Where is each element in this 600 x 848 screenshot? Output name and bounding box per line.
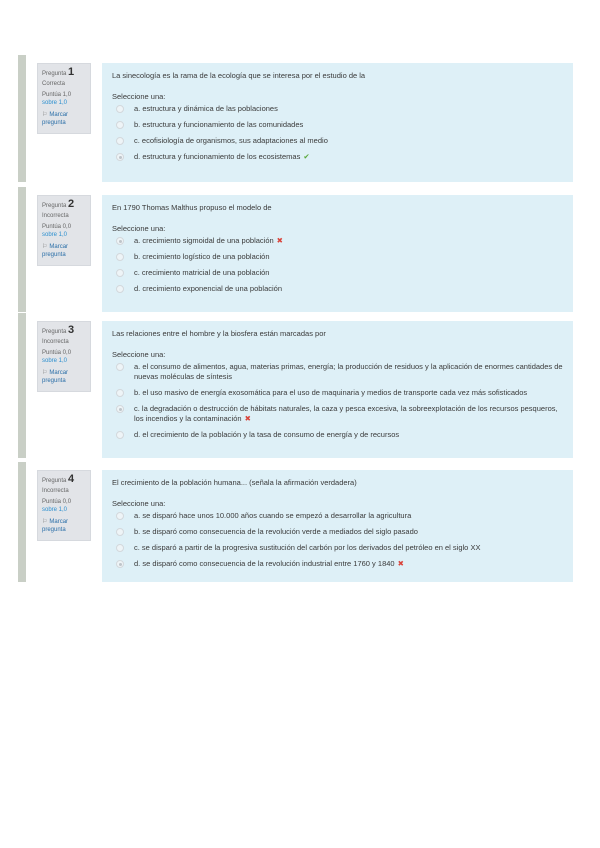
radio-button[interactable] bbox=[116, 512, 124, 520]
select-prompt: Seleccione una: bbox=[112, 350, 166, 359]
select-prompt: Seleccione una: bbox=[112, 224, 166, 233]
question-number: Pregunta 3 bbox=[42, 324, 75, 336]
answer-option[interactable]: a. crecimiento sigmoidal de una población ✖ bbox=[112, 236, 563, 246]
radio-button[interactable] bbox=[116, 528, 124, 536]
select-prompt: Seleccione una: bbox=[112, 92, 166, 101]
answer-option[interactable]: c. la degradación o destrucción de hábitats naturales, la caza y pesca excesiva, la sobreexplotación de los recursos pesqueros, los incendios y la contaminación ✖ bbox=[112, 404, 563, 424]
question-grade: Puntúa 0,0 sobre 1,0 bbox=[42, 350, 72, 364]
question-grade: Puntúa 0,0 sobre 1,0 bbox=[42, 224, 72, 238]
answer-option[interactable]: a. el consumo de alimentos, agua, materias primas, energía; la producción de residuos y la aplicación de enormes cantidades de nuevas moléculas de síntesis bbox=[112, 362, 563, 382]
question-state: Incorrecta bbox=[42, 488, 69, 494]
answer-option[interactable]: a. estructura y dinámica de las poblaciones bbox=[112, 104, 563, 114]
question-3 bbox=[18, 313, 578, 458]
flag-icon: ⚐ bbox=[42, 519, 48, 525]
question-grade: Puntúa 0,0 sobre 1,0 bbox=[42, 499, 72, 513]
question-state: Incorrecta bbox=[42, 213, 69, 219]
question-number: Pregunta 1 bbox=[42, 66, 75, 78]
radio-button[interactable] bbox=[116, 137, 124, 145]
question-number: Pregunta 4 bbox=[42, 473, 75, 485]
question-info bbox=[37, 321, 91, 392]
check-icon: ✔ bbox=[303, 152, 310, 161]
answer-option[interactable]: c. ecofisiología de organismos, sus adaptaciones al medio bbox=[112, 136, 563, 146]
question-left-bar bbox=[18, 462, 26, 582]
question-left-bar bbox=[18, 187, 26, 312]
question-text: En 1790 Thomas Malthus propuso el modelo de bbox=[112, 203, 272, 212]
answer-option[interactable]: b. estructura y funcionamiento de las comunidades bbox=[112, 120, 563, 130]
question-4 bbox=[18, 462, 578, 582]
question-text: El crecimiento de la población humana... (señala la afirmación verdadera) bbox=[112, 478, 357, 487]
question-state: Incorrecta bbox=[42, 339, 69, 345]
question-info bbox=[37, 470, 91, 541]
question-text: Las relaciones entre el hombre y la biosfera están marcadas por bbox=[112, 329, 326, 338]
cross-icon: ✖ bbox=[276, 236, 283, 245]
answer-option[interactable]: d. el crecimiento de la población y la tasa de consumo de energía y de recursos bbox=[112, 430, 563, 440]
radio-button[interactable] bbox=[116, 363, 124, 371]
radio-button[interactable] bbox=[116, 389, 124, 397]
question-grade: Puntúa 1,0 sobre 1,0 bbox=[42, 92, 72, 106]
flag-icon: ⚐ bbox=[42, 370, 48, 376]
question-info bbox=[37, 63, 91, 134]
radio-button[interactable] bbox=[116, 544, 124, 552]
radio-button-selected[interactable] bbox=[116, 405, 124, 413]
select-prompt: Seleccione una: bbox=[112, 499, 166, 508]
question-content bbox=[102, 195, 573, 312]
radio-button[interactable] bbox=[116, 121, 124, 129]
answer-option[interactable]: d. se disparó como consecuencia de la revolución industrial entre 1760 y 1840 ✖ bbox=[112, 559, 563, 569]
radio-button-selected[interactable] bbox=[116, 153, 124, 161]
question-info bbox=[37, 195, 91, 266]
question-content bbox=[102, 321, 573, 458]
flag-icon: ⚐ bbox=[42, 244, 48, 250]
radio-button[interactable] bbox=[116, 269, 124, 277]
cross-icon: ✖ bbox=[397, 559, 404, 568]
flag-question-link[interactable]: ⚐ Marcar pregunta bbox=[42, 112, 69, 126]
flag-icon: ⚐ bbox=[42, 112, 48, 118]
radio-button[interactable] bbox=[116, 285, 124, 293]
question-content bbox=[102, 470, 573, 582]
answer-option[interactable]: c. crecimiento matricial de una población bbox=[112, 268, 563, 278]
answer-option[interactable]: b. crecimiento logístico de una población bbox=[112, 252, 563, 262]
flag-question-link[interactable]: ⚐ Marcar pregunta bbox=[42, 519, 69, 533]
answer-option[interactable]: b. se disparó como consecuencia de la revolución verde a mediados del siglo pasado bbox=[112, 527, 563, 537]
question-2 bbox=[18, 187, 578, 312]
cross-icon: ✖ bbox=[244, 414, 251, 423]
question-number: Pregunta 2 bbox=[42, 198, 75, 210]
radio-button[interactable] bbox=[116, 253, 124, 261]
radio-button-selected[interactable] bbox=[116, 560, 124, 568]
answer-option[interactable]: d. crecimiento exponencial de una población bbox=[112, 284, 563, 294]
flag-question-link[interactable]: ⚐ Marcar pregunta bbox=[42, 370, 69, 384]
answer-option[interactable]: a. se disparó hace unos 10.000 años cuando se empezó a desarrollar la agricultura bbox=[112, 511, 563, 521]
flag-question-link[interactable]: ⚐ Marcar pregunta bbox=[42, 244, 69, 258]
question-left-bar bbox=[18, 55, 26, 182]
answer-option[interactable]: d. estructura y funcionamiento de los ecosistemas ✔ bbox=[112, 152, 563, 162]
question-text: La sinecología es la rama de la ecología que se interesa por el estudio de la bbox=[112, 71, 366, 80]
radio-button[interactable] bbox=[116, 105, 124, 113]
question-content bbox=[102, 63, 573, 182]
radio-button[interactable] bbox=[116, 431, 124, 439]
question-left-bar bbox=[18, 313, 26, 458]
answer-option[interactable]: b. el uso masivo de energía exosomática para el uso de maquinaria y medios de transporte cada vez más sofisticados bbox=[112, 388, 563, 398]
radio-button-selected[interactable] bbox=[116, 237, 124, 245]
answer-option[interactable]: c. se disparó a partir de la progresiva sustitución del carbón por los derivados del petróleo en el siglo XX bbox=[112, 543, 563, 553]
question-1 bbox=[18, 55, 578, 182]
question-state: Correcta bbox=[42, 81, 66, 87]
